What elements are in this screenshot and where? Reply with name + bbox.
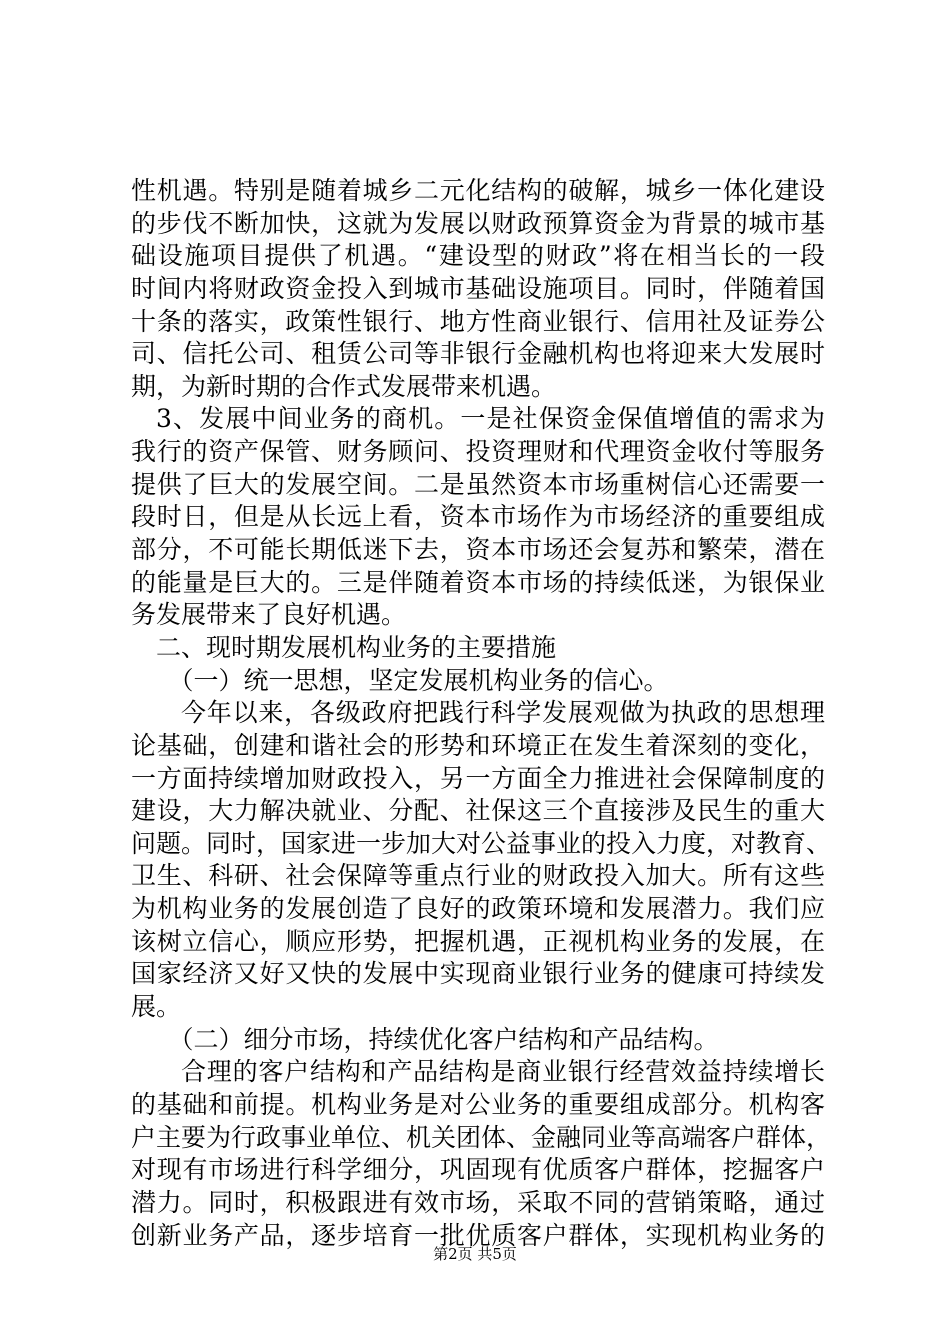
text-line: 我行的资产保管、财务顾问、投资理财和代理资金收付等服务 bbox=[131, 437, 825, 467]
text-line: 创新业务产品，逐步培育一批优质客户群体，实现机构业务的 bbox=[131, 1220, 825, 1250]
text-line: 展。 bbox=[131, 992, 182, 1022]
text-line: 的基础和前提。机构业务是对公业务的重要组成部分。机构客 bbox=[131, 1089, 825, 1119]
text-line: 时间内将财政资金投入到城市基础设施项目。同时，伴随着国 bbox=[131, 273, 825, 303]
page-footer: 第2页 共5页 bbox=[433, 1245, 517, 1263]
text-line: 的步伐不断加快，这就为发展以财政预算资金为背景的城市基 bbox=[131, 208, 825, 238]
text-line: 卫生、科研、社会保障等重点行业的财政投入加大。所有这些 bbox=[131, 861, 825, 891]
text-line: 提供了巨大的发展空间。二是虽然资本市场重树信心还需要一 bbox=[131, 469, 825, 499]
text-line: 务发展带来了良好机遇。 bbox=[131, 600, 407, 630]
text-line: 部分，不可能长期低迷下去，资本市场还会复苏和繁荣，潜在 bbox=[131, 535, 825, 565]
text-line: 性机遇。特别是随着城乡二元化结构的破解，城乡一体化建设 bbox=[131, 176, 825, 205]
text-line: 户主要为行政事业单位、机关团体、金融同业等高端客户群体， bbox=[131, 1122, 832, 1152]
text-line: 今年以来，各级政府把践行科学发展观做为执政的思想理 bbox=[181, 698, 825, 728]
text-line: 段时日，但是从长远上看，资本市场作为市场经济的重要组成 bbox=[131, 502, 825, 532]
text-line: 国家经济又好又快的发展中实现商业银行业务的健康可持续发 bbox=[131, 959, 825, 989]
text-line: 论基础，创建和谐社会的形势和环境正在发生着深刻的变化， bbox=[131, 730, 825, 760]
text-line: 司、信托公司、租赁公司等非银行金融机构也将迎来大发展时 bbox=[131, 339, 825, 369]
text-line: 问题。同时，国家进一步加大对公益事业的投入力度，对教育、 bbox=[131, 828, 832, 858]
text-line: 建设，大力解决就业、分配、社保这三个直接涉及民生的重大 bbox=[131, 796, 825, 826]
text-line: 础设施项目提供了机遇。“建设型的财政”将在相当长的一段 bbox=[131, 241, 825, 271]
text-line: 3、发展中间业务的商机。一是社保资金保值增值的需求为 bbox=[156, 404, 825, 434]
document-body bbox=[131, 175, 832, 1252]
text-line: 二、现时期发展机构业务的主要措施 bbox=[156, 632, 557, 662]
text-line: 该树立信心，顺应形势，把握机遇，正视机构业务的发展，在 bbox=[131, 926, 825, 956]
text-line: （二）细分市场，持续优化客户结构和产品结构。 bbox=[168, 1024, 719, 1054]
text-line: 潜力。同时，积极跟进有效市场，采取不同的营销策略，通过 bbox=[131, 1187, 825, 1217]
text-line: 合理的客户结构和产品结构是商业银行经营效益持续增长 bbox=[181, 1057, 825, 1087]
text-line: 对现有市场进行科学细分，巩固现有优质客户群体，挖掘客户 bbox=[131, 1155, 825, 1185]
text-line: 为机构业务的发展创造了良好的政策环境和发展潜力。我们应 bbox=[131, 894, 825, 924]
text-line: 期，为新时期的合作式发展带来机遇。 bbox=[131, 371, 557, 401]
text-line: 一方面持续增加财政投入，另一方面全力推进社会保障制度的 bbox=[131, 763, 825, 793]
text-line: （一）统一思想，坚定发展机构业务的信心。 bbox=[168, 665, 669, 695]
text-line: 的能量是巨大的。三是伴随着资本市场的持续低迷，为银保业 bbox=[131, 567, 825, 597]
text-line: 十条的落实，政策性银行、地方性商业银行、信用社及证券公 bbox=[131, 306, 825, 336]
